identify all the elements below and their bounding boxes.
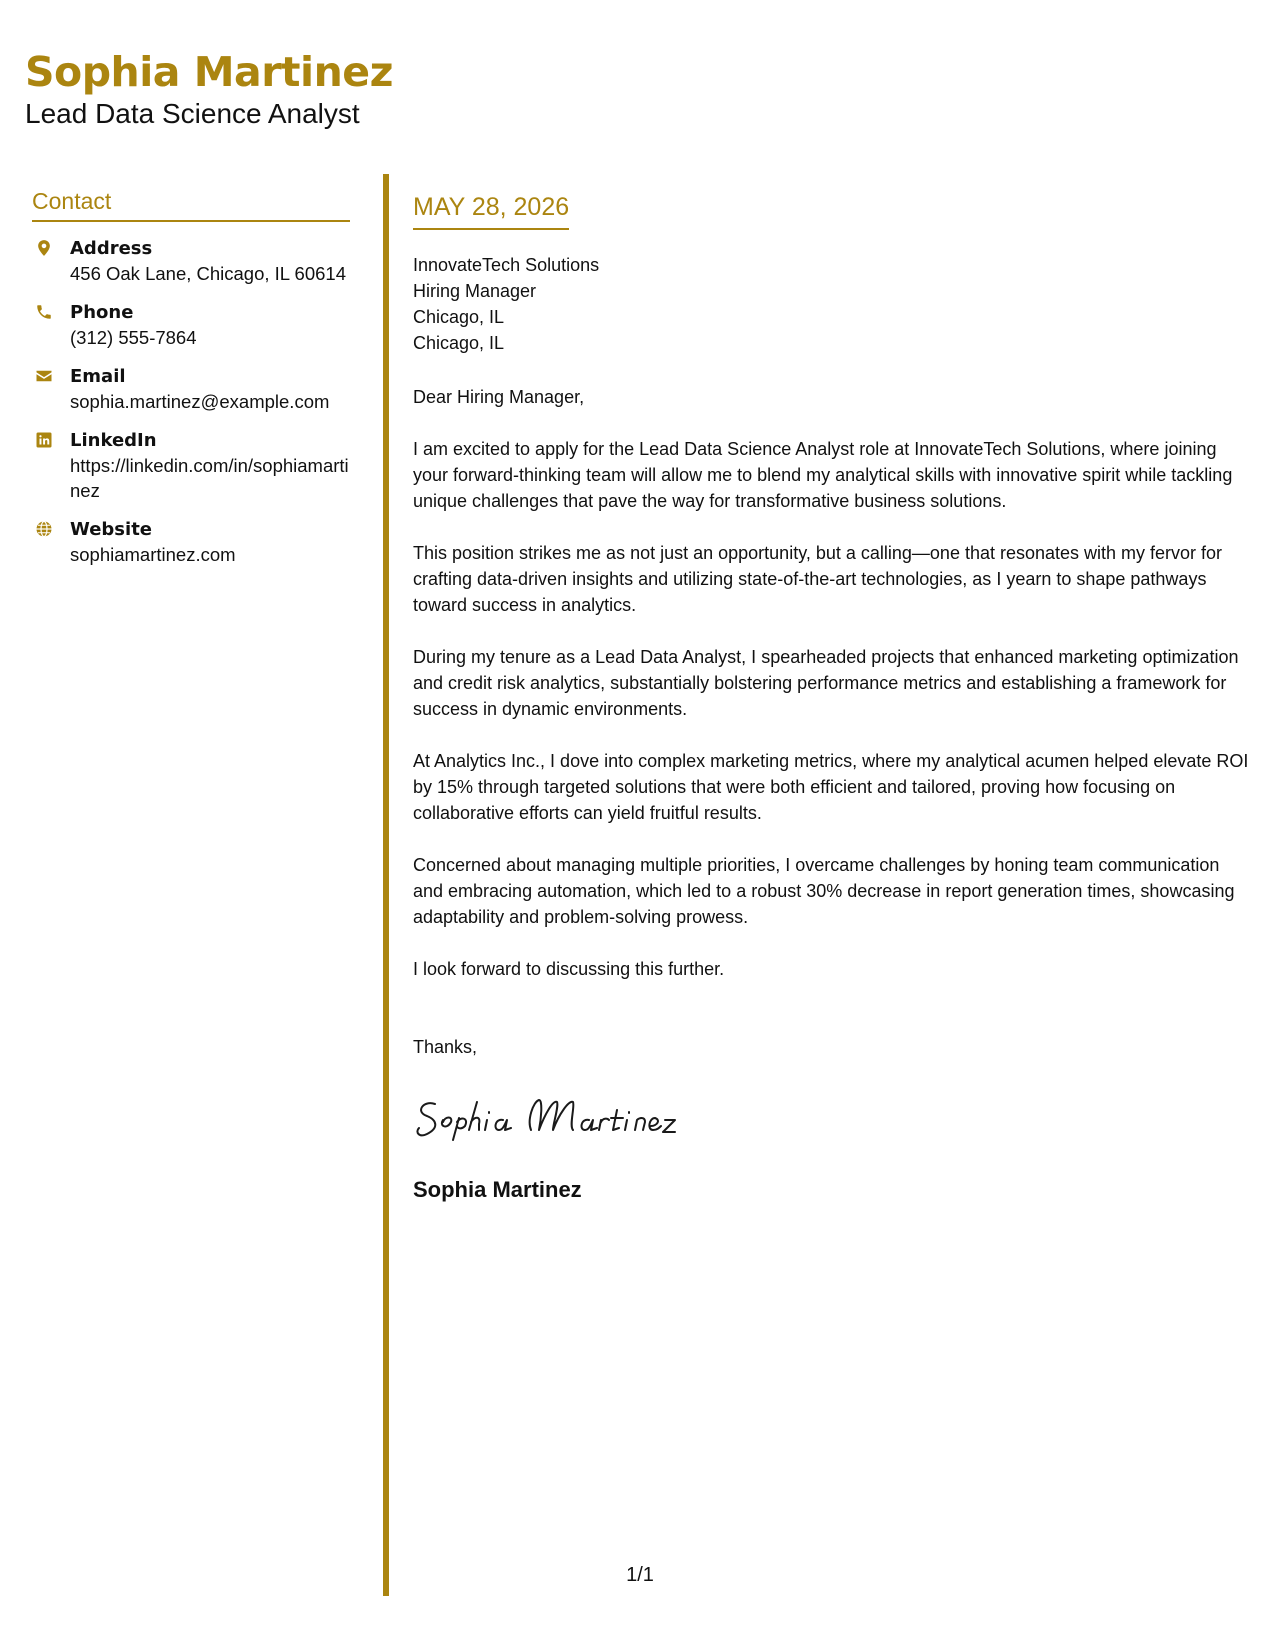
body-paragraph: I am excited to apply for the Lead Data Science Analyst role at InnovateTech Solutions, where joining your forward-thinking team will allow me to blend my analytical skills with innovative spirit while tackling unique challenges that pave the way for transformative business solutions. [413,439,1233,511]
recipient-company: InnovateTech Solutions [413,255,600,275]
signer-name: Sophia Martinez [413,1177,582,1202]
letter-date: MAY 28, 2026 [413,190,569,230]
contact-item-email [32,364,350,414]
globe-icon [35,520,53,538]
recipient-role: Hiring Manager [413,281,537,301]
recipient-city: Chicago, IL [413,307,505,327]
contact-item-address [32,236,350,286]
page-number: 1/1 [626,1564,654,1586]
phone-value: (312) 555-7864 [70,327,197,348]
recipient-location: Chicago, IL [413,333,505,353]
handwritten-signature [413,1090,683,1142]
letter-header [25,44,393,130]
body-paragraph: At Analytics Inc., I dove into complex marketing metrics, where my analytical acumen helped elevate ROI by 15% through targeted solutions that were both efficient and tailored, proving how focusing on collaborative efforts can yield fruitful results. [413,751,1249,823]
linkedin-value[interactable]: https://linkedin.com/in/sophiamartinez [70,455,349,501]
recipient-block [413,252,1249,356]
applicant-name: Sophia Martinez [25,48,393,96]
letter-body [413,190,1249,1205]
contact-heading: Contact [32,186,350,222]
address-value: 456 Oak Lane, Chicago, IL 60614 [70,263,346,284]
body-paragraph: I look forward to discussing this further. [413,959,725,979]
website-label: Website [70,519,153,540]
map-pin-icon [35,239,53,257]
website-value[interactable]: sophiamartinez.com [70,544,236,565]
contact-item-website [32,517,350,567]
phone-icon [35,303,53,321]
applicant-title: Lead Data Science Analyst [25,98,360,129]
salutation: Dear Hiring Manager, [413,387,585,407]
closing: Thanks, [413,1037,478,1057]
contact-item-phone [32,300,350,350]
email-value[interactable]: sophia.martinez@example.com [70,391,330,412]
body-paragraph: This position strikes me as not just an opportunity, but a calling—one that resonates with my fervor for crafting data-driven insights and utilizing state-of-the-art technologies, as I yearn to shape pathways toward success in analytics. [413,543,1223,615]
body-paragraph: During my tenure as a Lead Data Analyst, I spearheaded projects that enhanced marketing optimization and credit risk analytics, substantially bolstering performance metrics and establishing a framework for success in dynamic environments. [413,647,1239,719]
email-label: Email [70,366,126,387]
address-label: Address [70,238,153,259]
phone-label: Phone [70,302,134,323]
contact-item-linkedin [32,428,350,503]
envelope-icon [35,367,53,385]
linkedin-label: LinkedIn [70,430,157,451]
linkedin-icon [35,431,53,449]
body-paragraph: Concerned about managing multiple priorities, I overcame challenges by honing team communication and embracing automation, which led to a robust 30% decrease in report generation times, showcasing adaptability and problem-solving prowess. [413,855,1235,927]
contact-sidebar [32,186,350,567]
column-divider [383,174,389,1596]
